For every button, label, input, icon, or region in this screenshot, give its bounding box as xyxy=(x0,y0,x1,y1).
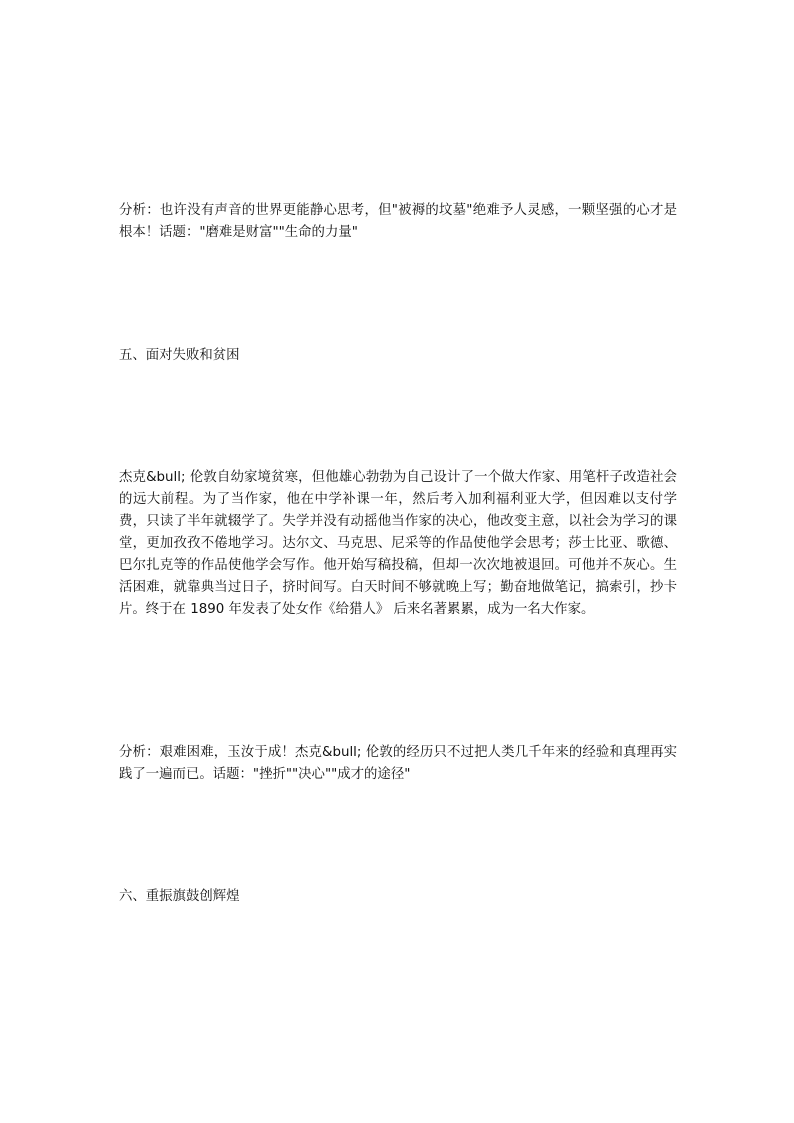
analysis-paragraph-5: 分析：艰难困难，玉汝于成！杰克&bull; 伦敦的经历只不过把人类几千年来的经验和真理再实践了一遍而已。话题："挫折""决心""成才的途径" xyxy=(119,745,677,782)
section-heading-5: 五、面对失败和贫困 xyxy=(119,348,240,363)
analysis-paragraph-1: 分析：也许没有声音的世界更能静心思考，但"被褥的坟墓"绝难予人灵感，一颗坚强的心才是根本！话题："磨难是财富""生命的力量" xyxy=(119,203,677,240)
section-heading-6: 六、重振旗鼓创辉煌 xyxy=(119,889,240,904)
story-paragraph-5: 杰克&bull; 伦敦自幼家境贫寒，但他雄心勃勃为自己设计了一个做大作家、用笔杆子改造社会的远大前程。为了当作家，他在中学补课一年，然后考入加利福利亚大学，但因难以支付学费，只读了半年就辍学了。失学并没有动摇他当作家的决心，他改变主意，以社会为学习的课堂，更加孜孜不倦地学习。达尔文、马克思、尼采等的作品使他学会思考；莎士比亚、歌德、巴尔扎克等的作品使他学会写作。他开始写稿投稿，但却一次次地被退回。可他并不灰心。生活困难，就靠典当过日子，挤时间写。白天时间不够就晚上写；勤奋地做笔记，搞索引，抄卡片。终于在 1890 年发表了处女作《给猎人》 后来名著累累，成为一名大作家。 xyxy=(119,470,677,617)
